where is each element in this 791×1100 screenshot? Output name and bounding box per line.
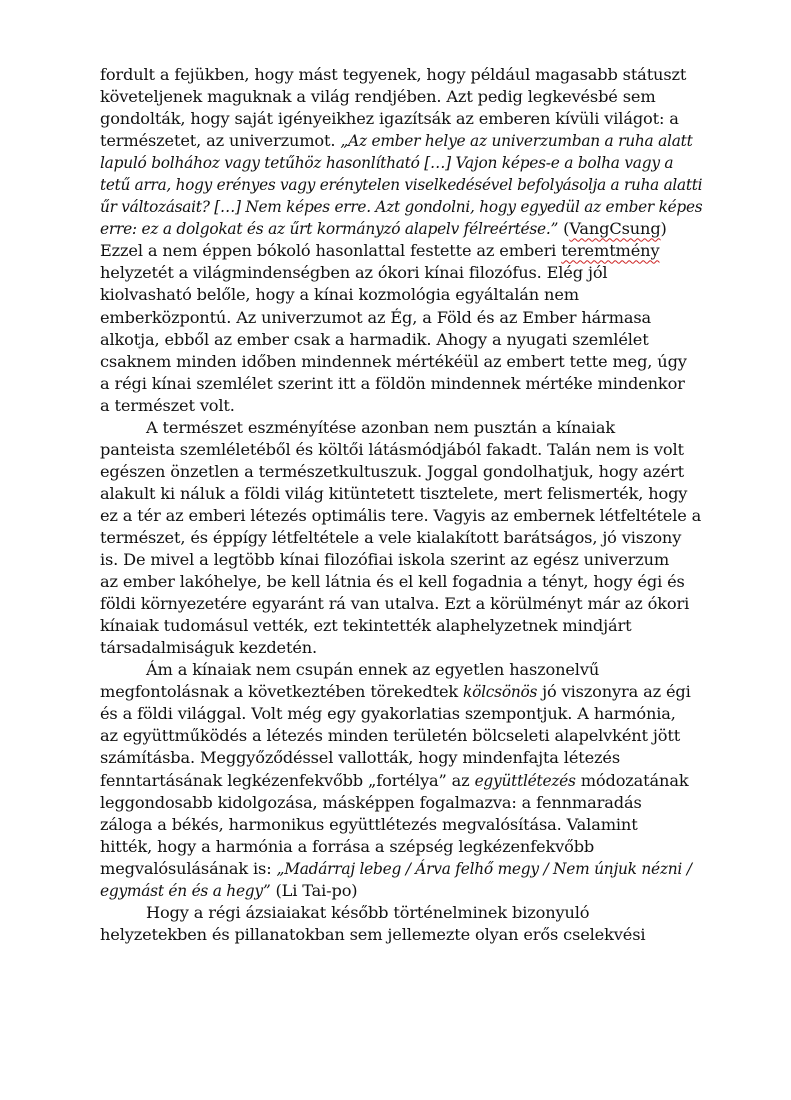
body-text: módozatának: [575, 770, 689, 790]
body-text: kiolvasható belőle, hogy a kínai kozmológia egyáltalán nem: [100, 285, 579, 305]
text-line: [100, 703, 702, 725]
body-text: ): [660, 219, 667, 239]
text-line: [100, 681, 702, 703]
text-line: [100, 108, 702, 130]
italic-quote-text: lapuló bolhához vagy tetűhöz hasonlítható […] Vajon képes-e a bolha vagy a: [100, 154, 674, 173]
body-text: fordult a fejükben, hogy mást tegyenek, hogy például magasabb státuszt: [100, 65, 687, 84]
text-line: [100, 725, 702, 747]
text-line: [100, 351, 702, 373]
body-text: (Li Tai-po): [270, 880, 358, 900]
body-text: természetet, az univerzumot.: [100, 131, 341, 151]
body-text: számításba. Meggyőződéssel vallották, hogy mindenfajta létezés: [100, 748, 621, 768]
text-line: [100, 549, 702, 571]
body-text: alkotja, ebből az ember csak a harmadik. Ahogy a nyugati szemlélet: [100, 329, 649, 349]
body-text: Ám a kínaiak nem csupán ennek az egyetlen haszonelvű: [146, 660, 600, 680]
spellcheck-marked-word: VangCsung: [569, 219, 661, 239]
text-line: [100, 924, 702, 946]
text-line: [100, 218, 702, 240]
text-line: [100, 307, 702, 329]
body-text: ez a tér az emberi létezés optimális tere. Vagyis az embernek létfeltétele a: [100, 505, 702, 525]
text-line: [100, 836, 702, 858]
text-line: [100, 747, 702, 769]
text-line: [100, 593, 702, 615]
body-text: gondolták, hogy saját igényeikhez igazítsák az emberen kívüli világot: a: [100, 109, 679, 129]
body-text: Hogy a régi ázsiaiakat később történelminek bizonyuló: [146, 902, 590, 922]
paragraph-first-line: [100, 417, 702, 439]
body-text: a régi kínai szemlélet szerint itt a földön mindennek mértéke mindenkor: [100, 373, 685, 393]
text-line: [100, 858, 702, 880]
body-text: a természet volt.: [100, 395, 235, 415]
body-text: helyzetét a világmindenségben az ókori kínai filozófus. Elég jól: [100, 263, 608, 283]
body-text: panteista szemléletéből és költői látásmódjából fakadt. Talán nem is volt: [100, 439, 684, 459]
italic-quote-text: űr változásait? […] Nem képes erre. Azt gondolni, hogy egyedül az ember képes: [100, 198, 703, 217]
body-text: természet, és éppígy létfeltétele a vele kialakított barátságos, jó viszony: [100, 527, 682, 547]
text-line: [100, 130, 702, 152]
italic-quote-text: „Madárraj lebeg / Árva felhő megy / Nem únjuk nézni /: [276, 859, 692, 878]
text-line: [100, 373, 702, 395]
body-text: Ezzel a nem éppen bókoló hasonlattal festette az emberi: [100, 241, 562, 261]
body-text: helyzetekben és pillanatokban sem jellemezte olyan erős cselekvési: [100, 924, 646, 944]
body-text: (: [558, 219, 570, 239]
italic-quote-text: egymást én és a hegy”: [100, 881, 271, 900]
text-line: [100, 395, 702, 417]
spellcheck-marked-word: teremtmény: [561, 241, 660, 261]
body-text: és a földi világgal. Volt még egy gyakorlatias szempontjuk. A harmónia,: [100, 704, 676, 724]
paragraph-first-line: [100, 902, 702, 924]
text-line: [100, 284, 702, 306]
text-line: [100, 615, 702, 637]
body-text: megfontolásnak a következtében törekedtek: [100, 682, 464, 702]
body-text: egészen önzetlen a természetkultuszuk. Joggal gondolhatjuk, hogy azért: [100, 461, 684, 481]
text-line: [100, 461, 702, 483]
text-line: [100, 880, 702, 902]
body-text: fenntartásának legkézenfekvőbb „fortélya” az: [100, 770, 475, 790]
body-text: kínaiak tudomásul vették, ezt tekintették alaphelyzetnek mindjárt: [100, 616, 632, 636]
text-line: [100, 527, 702, 549]
italic-quote-text: „Az ember helye az univerzumban a ruha alatt: [340, 132, 693, 151]
body-text: A természet eszményítése azonban nem pusztán a kínaiak: [146, 417, 616, 437]
document-page: [100, 64, 702, 946]
body-text: földi környezetére egyaránt rá van utalva. Ezt a körülményt már az ókori: [100, 594, 690, 614]
text-line: [100, 240, 702, 262]
body-text: emberközpontú. Az univerzumot az Ég, a Föld és az Ember hármasa: [100, 307, 652, 327]
body-text: megvalósulásának is:: [100, 858, 277, 878]
paragraph-first-line: [100, 659, 702, 681]
body-text: csaknem minden időben mindennek mértékéül az embert tette meg, úgy: [100, 351, 687, 371]
italic-quote-text: együttlétezés: [474, 771, 576, 790]
text-line: [100, 262, 702, 284]
text-line: [100, 571, 702, 593]
italic-quote-text: tetű arra, hogy erényes vagy erénytelen viselkedésével befolyásolja a ruha alatti: [100, 176, 703, 195]
text-line: [100, 329, 702, 351]
body-text: is. De mivel a legtöbb kínai filozófiai iskola szerint az egész univerzum: [100, 550, 670, 570]
body-text: követeljenek maguknak a világ rendjében. Azt pedig legkevésbé sem: [100, 87, 656, 107]
body-text: alakult ki náluk a földi világ kitüntetett tisztelete, mert felismerték, hogy: [100, 483, 688, 503]
text-line: [100, 152, 702, 174]
body-text: jó viszonyra az égi: [537, 682, 691, 702]
text-line: [100, 439, 702, 461]
body-text: az ember lakóhelye, be kell látnia és el kell fogadnia a tényt, hogy égi és: [100, 572, 685, 592]
italic-quote-text: kölcsönös: [463, 683, 538, 702]
text-line: [100, 86, 702, 108]
text-line: [100, 196, 703, 218]
italic-quote-text: erre: ez a dolgokat és az űrt kormányzó alapelv félreértése.”: [100, 220, 559, 239]
text-line: [100, 505, 702, 527]
body-text: az együttműködés a létezés minden területén bölcseleti alapelvként jött: [100, 726, 681, 746]
text-line: [100, 483, 702, 505]
text-line: [100, 770, 702, 792]
text-line: [100, 814, 702, 836]
body-text: záloga a békés, harmonikus együttlétezés megvalósítása. Valamint: [100, 814, 638, 834]
text-line: [100, 792, 702, 814]
body-text: hitték, hogy a harmónia a forrása a szépség legkézenfekvőbb: [100, 836, 595, 856]
body-text: leggondosabb kidolgozása, másképpen fogalmazva: a fennmaradás: [100, 792, 642, 812]
body-text: társadalmiságuk kezdetén.: [100, 638, 318, 658]
text-line: [100, 637, 702, 659]
text-line: [100, 174, 703, 196]
text-line: [100, 64, 702, 86]
